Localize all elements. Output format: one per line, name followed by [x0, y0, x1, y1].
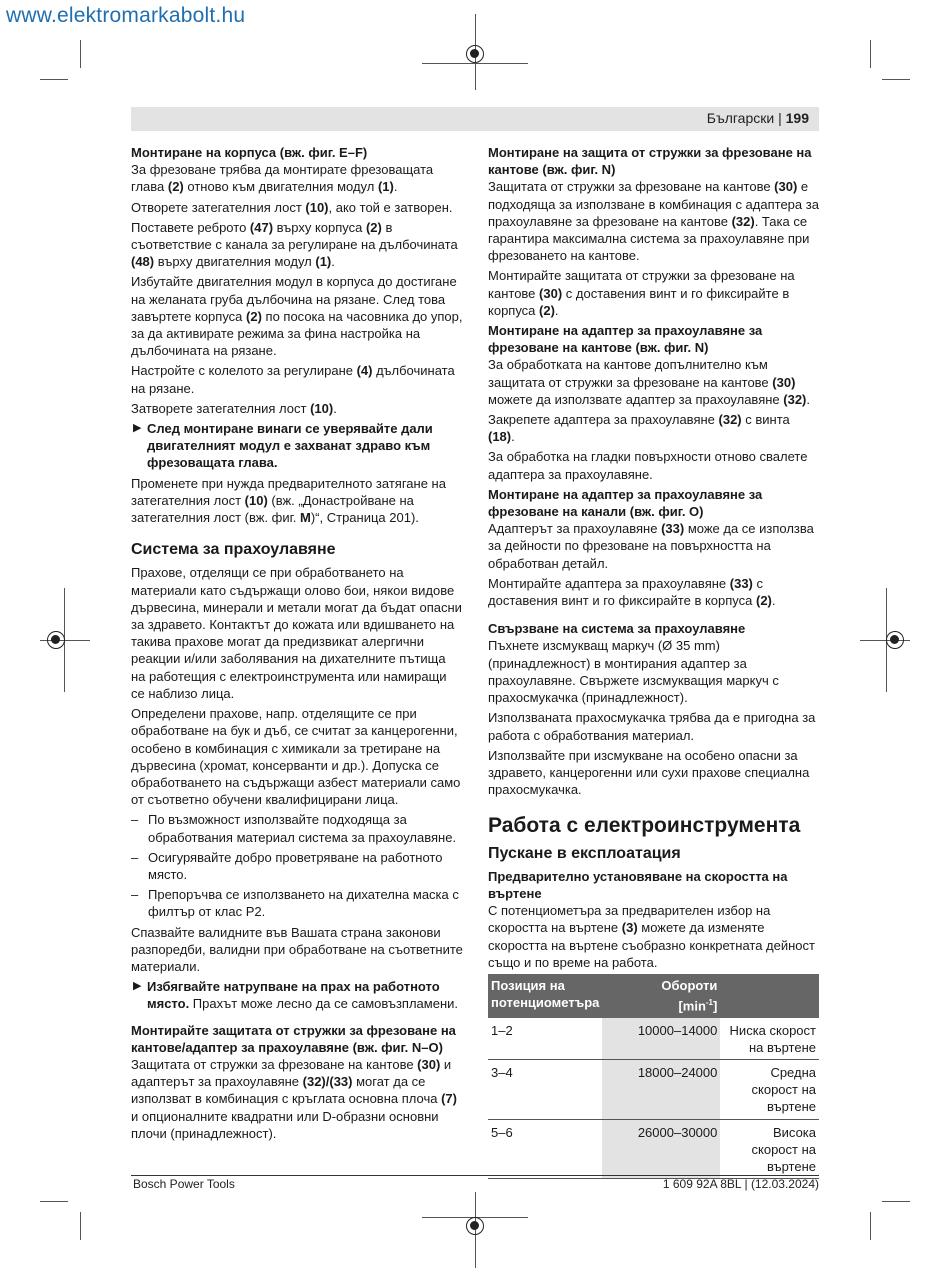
- warning-note: ▶ След монтиране винаги се уверявайте дали двигателният модул е захванат здраво към фрезоващата глава.: [133, 421, 433, 471]
- crop-mark: [80, 40, 81, 68]
- paragraph: За обработката на кантове допълнително към защитата от стружки за фрезоване на кантове (30) можете да използвате адаптер за прахоулавяне (32).: [488, 357, 811, 407]
- table-row: 5–6 26000–30000 Висока скорост на въртене: [488, 1119, 819, 1179]
- paragraph: Пъхнете изсмукващ маркуч (Ø 35 mm) (принадлежност) в монтирания адаптер за прахоулавяне. Свържете изсмукващия маркуч с прахосмукачка (принадлежност).: [488, 638, 779, 706]
- paragraph: С потенциометъра за предварителен избор на скоростта на въртене (3) можете да изменяте скоростта на въртене съобразно конкретната дейност също и по време на работа.: [488, 903, 815, 970]
- crop-mark: [870, 40, 871, 68]
- registration-mark-icon: [466, 45, 484, 63]
- paragraph: За обработка на гладки повърхности отново свалете адаптера за прахоулавяне.: [488, 449, 808, 482]
- paragraph: Спазвайте валидните във Вашата страна законови разпоредби, валидни при обработване на съответните материали.: [131, 924, 463, 974]
- paragraph: Защитата от стружки за фрезоване на кантове (30) е подходяща за използване в комбинация с адаптера за прахоулавяне за фрезоване на кантове (32). Така се гарантира максимална система за прахоулавяне при фрезоването на кантове.: [488, 179, 819, 264]
- footer-brand: Bosch Power Tools: [133, 1177, 235, 1191]
- chapter-heading: Работа с електроинструмента: [488, 814, 801, 838]
- paragraph: Прахове, отделящи се при обработването на материали като съдържащи олово бои, някои видове дървесина, минерали и метали могат да бъдат опасни за здравето. Контактът до кожата или вдишването на такива прахове могат да предизвикат алергични реакции и/или заболявания на дихателните пътища на работещия с електроинструмента или намиращи се наблизо лица.: [131, 565, 462, 701]
- list-item: – Осигурявайте добро проветряване на работното място.: [131, 849, 443, 882]
- table-row: 3–4 18000–24000 Средна скорост на въртене: [488, 1060, 819, 1120]
- table-header-position: Позиция на потенциометъра: [488, 974, 602, 1018]
- table-row: 1–2 10000–14000 Ниска скорост на въртене: [488, 1018, 819, 1060]
- right-column: [488, 144, 819, 1179]
- list-item: – По възможност използвайте подходяща за обработвания материал система за прахоулавяне.: [131, 812, 457, 845]
- paragraph: За фрезоване трябва да монтирате фрезоващата глава (2) отново към двигателния модул (1).: [131, 162, 434, 195]
- footer-doc-number: 1 609 92A 8BL | (12.03.2024): [662, 1177, 819, 1191]
- section-heading: Монтиране на защита от стружки за фрезоване на кантове (вж. фиг. N): [488, 145, 812, 178]
- section-heading: Пускане в експлоатация: [488, 844, 681, 862]
- crop-mark: [882, 79, 910, 80]
- paragraph: Определени прахове, напр. отделящите се при обработване на бук и дъб, се считат за канцерогенни, особено в комбинация с химикали за третиране на дървесина (хромат, консерванти и др.). Допуска се обработването на съдържащи азбест материали само от съответно обучени квалифицирани лица.: [131, 706, 461, 808]
- paragraph: Използваната прахосмукачка трябва да е пригодна за работа с обработвания материал.: [488, 710, 816, 743]
- watermark-link[interactable]: www.elektromarkabolt.hu: [6, 4, 246, 27]
- crop-mark: [870, 1212, 871, 1240]
- section-heading: Монтирайте защитата от стружки за фрезоване на кантове/адаптер за прахоулавяне (вж. фиг. N–O): [131, 1022, 456, 1055]
- page-number: 199: [785, 110, 809, 126]
- section-heading: Предварително установяване на скоростта на въртене: [488, 868, 788, 901]
- registration-mark-icon: [466, 1217, 484, 1235]
- crop-mark: [882, 1201, 910, 1202]
- paragraph: Използвайте при изсмукване на особено опасни за здравето, канцерогенни или сухи прахове специална прахосмукачка.: [488, 747, 810, 798]
- speed-table: [488, 974, 819, 1179]
- crop-mark: [40, 79, 68, 80]
- paragraph: Настройте с колелото за регулиране (4) дълбочината на рязане.: [131, 363, 455, 396]
- paragraph: Отворете затегателния лост (10), ако той е затворен.: [131, 199, 453, 215]
- paragraph: Затворете затегателния лост (10).: [131, 400, 337, 416]
- paragraph: Избутайте двигателния модул в корпуса до достигане на желаната груба дълбочина на рязане. След това завъртете корпуса (2) по посока на часовника до упор, за да активирате режима за фина настройка на дълбочината на рязане.: [131, 274, 463, 359]
- crop-mark: [80, 1212, 81, 1240]
- triangle-bullet-icon: ▶: [133, 422, 142, 435]
- footer-divider: [131, 1175, 819, 1176]
- header-language: Български: [706, 110, 775, 126]
- list-item: – Препоръчва се използването на дихателна маска с филтър от клас P2.: [131, 887, 459, 920]
- table-header-rpm: Обороти $[\min^{-1}]$: [602, 974, 720, 1018]
- section-heading: Свързване на система за прахоулавяне: [488, 621, 746, 637]
- triangle-bullet-icon: ▶: [133, 980, 142, 993]
- registration-mark-icon: [886, 631, 904, 649]
- paragraph: Адаптерът за прахоулавяне (33) може да се използва за дейности по фрезоване на повърхността на обработван детайл.: [488, 521, 814, 571]
- section-heading: Монтиране на адаптер за прахоулавяне за фрезоване на кантове (вж. фиг. N): [488, 323, 763, 356]
- registration-mark-icon: [47, 631, 65, 649]
- table-header-description: [720, 974, 819, 1018]
- section-heading: Монтиране на адаптер за прахоулавяне за фрезоване на канали (вж. фиг. O): [488, 486, 763, 520]
- paragraph: Поставете реброто (47) върху корпуса (2) в съответствие с канала за регулиране на дълбочината (48) върху двигателния модул (1).: [131, 219, 458, 270]
- crop-mark: [40, 1201, 68, 1202]
- warning-note: ▶ Избягвайте натрупване на прах на работното място. Прахът може лесно да се самовъзпламени.: [133, 979, 458, 1012]
- paragraph: Монтирайте защитата от стружки за фрезоване на кантове (30) с доставения винт и го фиксирайте в корпуса (2).: [488, 268, 795, 318]
- left-column: [131, 144, 463, 1145]
- paragraph: Закрепете адаптера за прахоулавяне (32) с винта (18).: [488, 412, 790, 445]
- paragraph: Монтирайте адаптера за прахоулавяне (33) с доставения винт и го фиксирайте в корпуса (2).: [488, 575, 776, 609]
- header-text: [707, 110, 809, 126]
- header-separator: |: [778, 110, 782, 126]
- page-header: [131, 107, 819, 131]
- paragraph: Защитата от стружки за фрезоване на кантове (30) и адаптерът за прахоулавяне (32)/(33) могат да се използват в комбинация с кръглата основна плоча (7) и опционалните квадратни или D-образни основни плочи (принадлежност).: [131, 1056, 457, 1141]
- paragraph: Променете при нужда предварителното затягане на затегателния лост (10) (вж. „Донастройване на затегателния лост (вж. фиг. M)“, Страница 201).: [131, 475, 446, 526]
- section-heading: Система за прахоулавяне: [131, 541, 336, 559]
- section-heading: Монтиране на корпуса (вж. фиг. E–F): [131, 145, 368, 160]
